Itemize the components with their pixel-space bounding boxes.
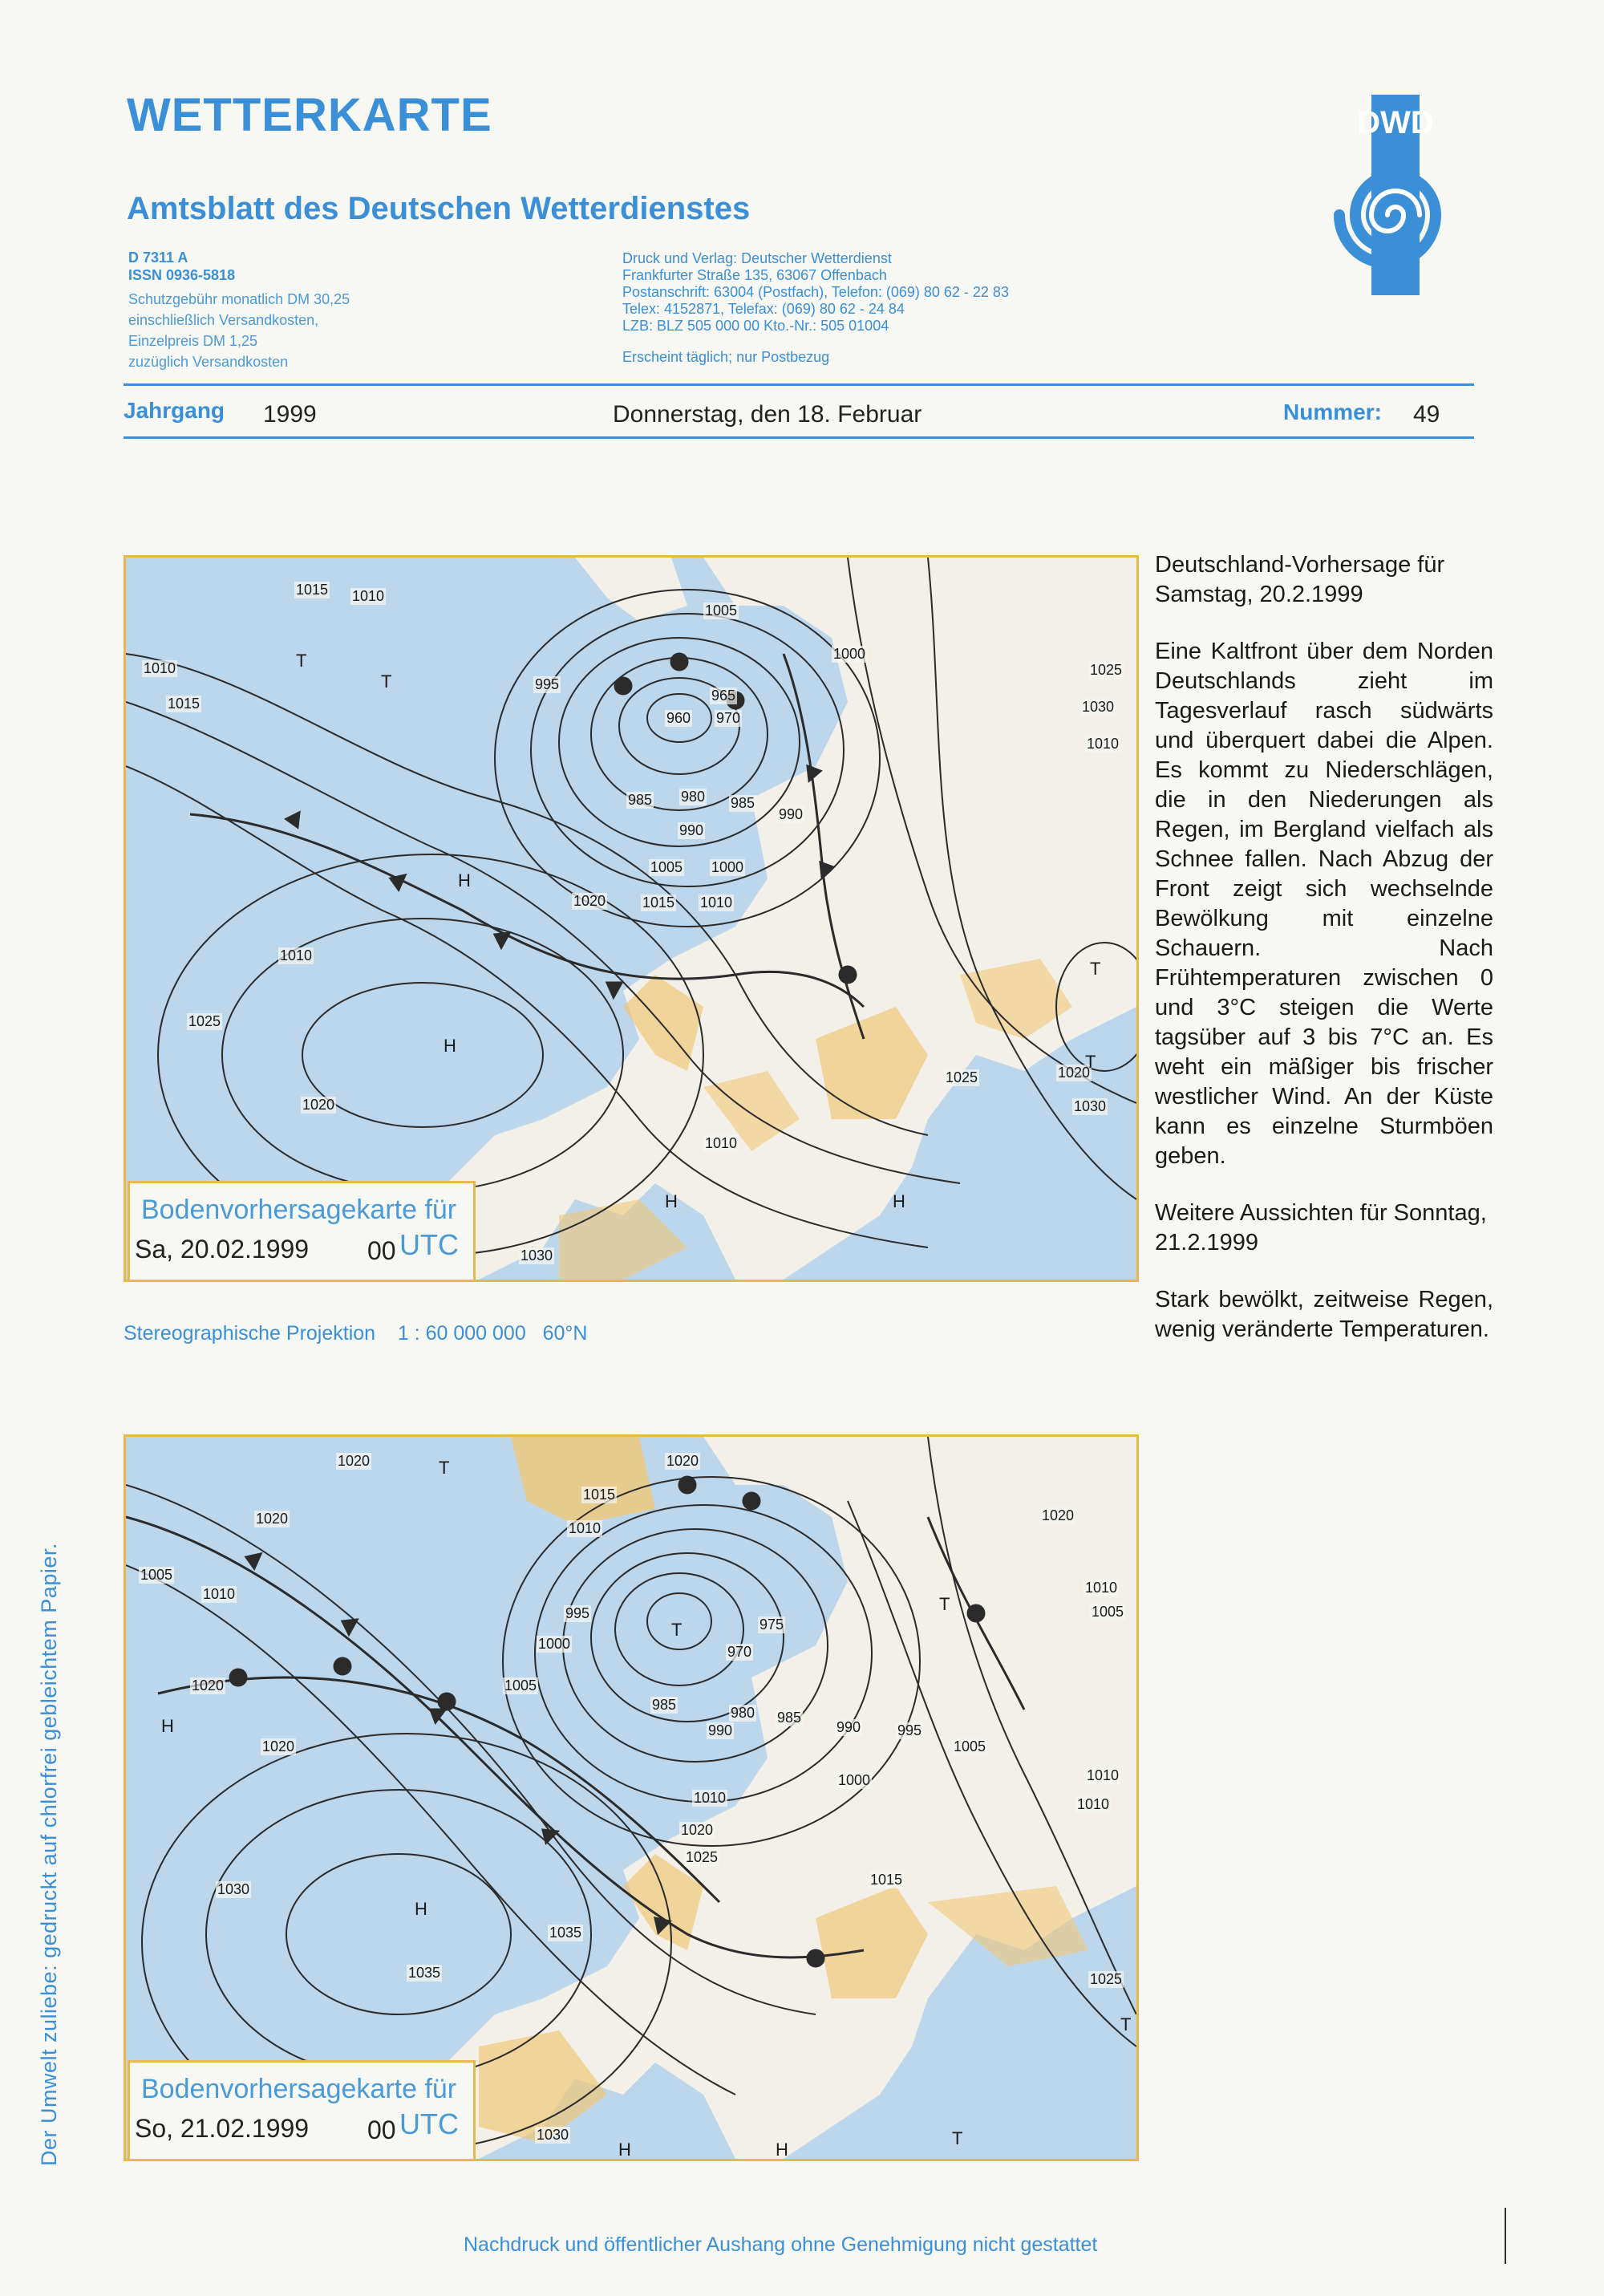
- isobar-label: 1005: [1092, 1604, 1124, 1620]
- high-pressure-center: H: [161, 1716, 174, 1736]
- jahrgang-value: 1999: [263, 401, 317, 428]
- isobar-label: 995: [535, 676, 560, 692]
- isobar-label: 1020: [666, 1453, 699, 1469]
- isobar-label: 990: [836, 1719, 861, 1735]
- isobar-label: 960: [666, 710, 691, 726]
- divider: [124, 436, 1474, 439]
- forecast-heading: Deutschland-Vorhersage für Samstag, 20.2.1999: [1155, 552, 1445, 607]
- fee-line: Schutzgebühr monatlich DM 30,25: [128, 291, 350, 307]
- low-pressure-center: T: [671, 1620, 683, 1640]
- isobar-label: 1010: [280, 947, 313, 963]
- forecast-column: [1155, 550, 1493, 1372]
- isobar-label: 990: [708, 1722, 733, 1738]
- fee-line: Einzelpreis DM 1,25: [128, 333, 258, 349]
- margin-mark: [1505, 2208, 1506, 2264]
- projection-text: Stereographische Projektion: [124, 1322, 376, 1345]
- isobar-label: 1010: [1085, 1580, 1118, 1596]
- isobar-label: 1020: [681, 1822, 714, 1838]
- nummer-value: 49: [1413, 401, 1440, 428]
- low-pressure-center: T: [1085, 1052, 1096, 1072]
- projection-scale: 1 : 60 000 000: [397, 1322, 526, 1345]
- nummer-label: Nummer:: [1283, 400, 1382, 424]
- map-hour: 00: [367, 2115, 396, 2144]
- isobar-label: 1000: [538, 1636, 571, 1652]
- isobar-label: 1030: [1074, 1098, 1107, 1114]
- low-pressure-center: T: [381, 671, 392, 692]
- map1-caption-box: [128, 1181, 476, 1282]
- divider: [124, 383, 1474, 386]
- isobar-label: 1015: [168, 696, 200, 712]
- isobar-label: 1015: [296, 582, 329, 598]
- isobar-label: 1020: [573, 893, 606, 909]
- low-pressure-center: T: [296, 651, 307, 671]
- high-pressure-center: H: [776, 2140, 788, 2160]
- page-title: WETTERKARTE: [127, 89, 492, 141]
- issue-date: Donnerstag, den 18. Februar: [613, 401, 922, 428]
- isobar-label: 1015: [583, 1487, 616, 1503]
- isobar-label: 1000: [833, 646, 866, 662]
- high-pressure-center: H: [444, 1036, 456, 1056]
- weather-map-sunday: [124, 1434, 1139, 2161]
- low-pressure-center: T: [952, 2128, 963, 2148]
- isobar-label: 1010: [203, 1586, 236, 1602]
- isobar-label: 1015: [870, 1872, 903, 1888]
- isobar-label: 995: [565, 1605, 590, 1621]
- isobar-label: 970: [716, 710, 741, 726]
- jahrgang-label: Jahrgang: [124, 398, 225, 423]
- map2-caption-box: [128, 2060, 476, 2161]
- low-pressure-center: T: [1120, 2014, 1132, 2034]
- projection-latitude: 60°N: [542, 1322, 588, 1345]
- isobar-label: 1020: [338, 1453, 371, 1469]
- isobar-label: 1000: [711, 859, 744, 875]
- map-hour: 00: [367, 1236, 396, 1265]
- isobar-label: 1025: [188, 1013, 221, 1029]
- fee-line: einschließlich Versandkosten,: [128, 312, 319, 328]
- publisher-line: Druck und Verlag: Deutscher Wetterdienst: [622, 250, 892, 266]
- publisher-line: Postanschrift: 63004 (Postfach), Telefon: (069) 80 62 - 22 83: [622, 284, 1009, 300]
- isobar-label: 1025: [1090, 662, 1123, 678]
- isobar-label: 1010: [705, 1135, 738, 1151]
- isobar-label: 1035: [549, 1925, 582, 1941]
- isobar-label: 1030: [217, 1881, 250, 1897]
- isobar-label: 970: [727, 1644, 752, 1660]
- publisher-info-right: [622, 250, 1009, 366]
- map-caption: Bodenvorhersagekarte für: [141, 1195, 457, 1225]
- isobar-label: 1030: [520, 1247, 553, 1264]
- isobar-label: 1000: [838, 1772, 871, 1788]
- isobar-label: 1020: [1058, 1065, 1091, 1081]
- isobar-label: 1030: [1082, 699, 1115, 715]
- isobar-label: 1005: [504, 1677, 537, 1694]
- projection-info: [124, 1322, 587, 1345]
- isobar-label: 985: [628, 792, 653, 808]
- outlook-heading: Weitere Aussichten für Sonntag, 21.2.1999: [1155, 1200, 1487, 1255]
- svg-text:DWD: DWD: [1357, 105, 1434, 140]
- high-pressure-center: H: [618, 2140, 631, 2160]
- isobar-label: 1025: [1090, 1971, 1123, 1987]
- isobar-label: 1005: [650, 859, 683, 875]
- fee-line: zuzüglich Versandkosten: [128, 354, 289, 370]
- map-graphic: [126, 558, 1136, 1280]
- isobar-label: 1020: [256, 1511, 289, 1527]
- publisher-line: LZB: BLZ 505 000 00 Kto.-Nr.: 505 01004: [622, 318, 889, 334]
- isobar-label: 1010: [144, 660, 176, 676]
- isobar-label: 985: [777, 1710, 802, 1726]
- isobar-label: 1020: [262, 1738, 295, 1754]
- high-pressure-center: H: [665, 1191, 678, 1211]
- isobar-label: 1025: [686, 1849, 719, 1865]
- publisher-line: Telex: 4152871, Telefax: (069) 80 62 - 24 84: [622, 301, 905, 317]
- isobar-label: 985: [652, 1697, 677, 1713]
- isobar-label: 980: [731, 1705, 755, 1721]
- publisher-line: Erscheint täglich; nur Postbezug: [622, 349, 830, 365]
- isobar-label: 990: [779, 806, 804, 822]
- isobar-label: 1010: [1077, 1796, 1110, 1812]
- isobar-label: 1020: [192, 1677, 225, 1694]
- isobar-label: 1010: [700, 894, 733, 911]
- publisher-line: Frankfurter Straße 135, 63067 Offenbach: [622, 267, 887, 283]
- isobar-label: 1025: [946, 1069, 978, 1085]
- outlook-text: Stark bewölkt, zeitweise Regen, wenig veränderte Temperaturen.: [1155, 1287, 1493, 1342]
- publisher-info-left: [128, 247, 350, 372]
- map-graphic: [126, 1437, 1136, 2159]
- isobar-label: 1010: [1087, 736, 1120, 752]
- forecast-text: Eine Kaltfront über dem Norden Deutschlands zieht im Tagesverlauf rasch südwärts und überquert dabei die Alpen. Es kommt zu Niederschlägen, die in den Niederungen als Regen, im Bergland vielfach als Schnee fallen. Nach Abzug der Front zeigt sich wechselnde Bewölkung mit einzelne Schauern. Nach Frühtemperaturen zwischen 0 und 3°C steigen die Werte tagsüber auf 3 bis 7°C an. Es weht ein mäßiger bis frischer westlicher Wind. An der Küste kann es einzelne Sturmböen geben.: [1155, 639, 1493, 1169]
- isobar-label: 1010: [352, 588, 385, 604]
- high-pressure-center: H: [893, 1191, 905, 1211]
- isobar-label: 975: [759, 1617, 784, 1633]
- environment-note: Der Umwelt zuliebe: gedruckt auf chlorfrei gebleichtem Papier.: [37, 1543, 61, 2166]
- low-pressure-center: T: [439, 1458, 450, 1478]
- isobar-label: 1010: [1087, 1767, 1120, 1783]
- page-subtitle: Amtsblatt des Deutschen Wetterdienstes: [127, 191, 751, 226]
- low-pressure-center: T: [1090, 959, 1101, 979]
- isobar-label: 990: [679, 822, 704, 838]
- publication-code: D 7311 A: [128, 249, 188, 266]
- isobar-label: 965: [711, 688, 736, 704]
- map-date: So, 21.02.1999: [135, 2114, 310, 2143]
- isobar-label: 1010: [694, 1790, 727, 1806]
- low-pressure-center: T: [939, 1594, 950, 1614]
- isobar-label: 1015: [642, 894, 675, 911]
- isobar-label: 1020: [302, 1097, 335, 1113]
- isobar-label: 1010: [569, 1520, 602, 1536]
- map-date: Sa, 20.02.1999: [135, 1235, 310, 1264]
- map-utc: UTC: [399, 2107, 459, 2140]
- isobar-label: 1005: [705, 602, 738, 619]
- high-pressure-center: H: [458, 870, 471, 890]
- weather-map-saturday: [124, 555, 1139, 1282]
- isobar-label: 1005: [954, 1738, 986, 1754]
- map-utc: UTC: [399, 1228, 459, 1261]
- isobar-label: 1030: [537, 2127, 569, 2143]
- isobar-label: 1035: [408, 1965, 441, 1981]
- isobar-label: 1005: [140, 1567, 173, 1583]
- map-caption: Bodenvorhersagekarte für: [141, 2074, 457, 2104]
- isobar-label: 980: [681, 789, 706, 805]
- isobar-label: 985: [731, 795, 755, 811]
- isobar-label: 995: [897, 1722, 922, 1738]
- issn: ISSN 0936-5818: [128, 267, 236, 283]
- high-pressure-center: H: [415, 1899, 427, 1919]
- footer-note: Nachdruck und öffentlicher Aushang ohne Genehmigung nicht gestattet: [464, 2233, 1098, 2256]
- dwd-logo: [1315, 95, 1476, 295]
- isobar-label: 1020: [1042, 1507, 1075, 1523]
